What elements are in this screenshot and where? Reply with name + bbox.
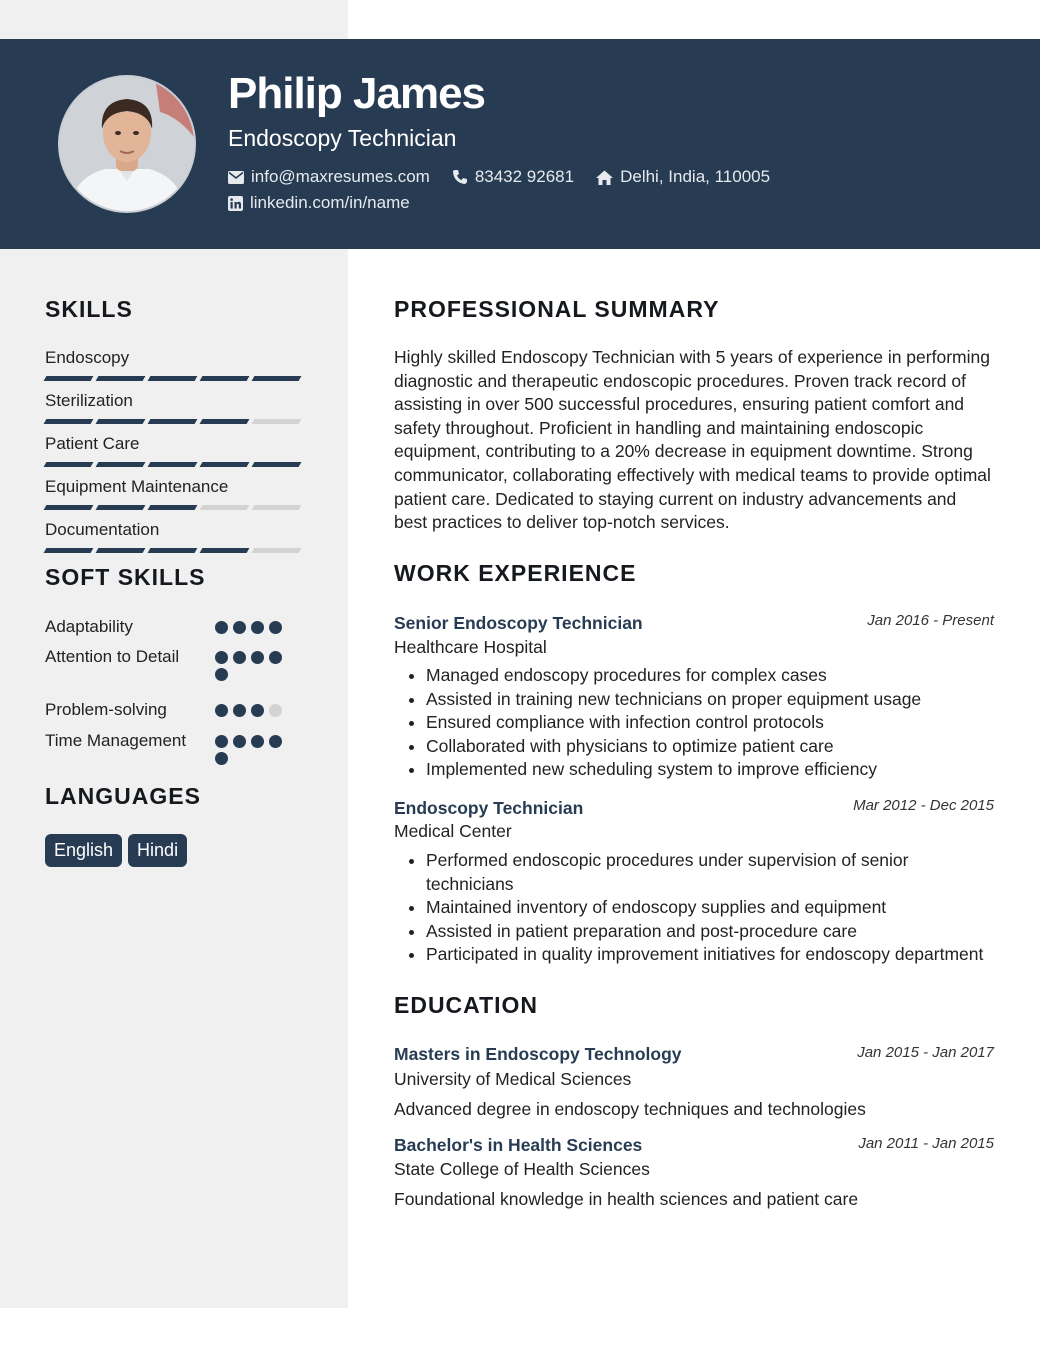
level-segment bbox=[148, 548, 198, 553]
soft-skill-item bbox=[45, 645, 305, 668]
linkedin-contact[interactable] bbox=[228, 193, 410, 213]
soft-skill-label: Time Management bbox=[45, 731, 187, 750]
level-segment bbox=[148, 419, 198, 424]
job-dates: Jan 2016 - Present bbox=[867, 612, 994, 629]
degree-title: Masters in Endoscopy Technology bbox=[394, 1044, 682, 1064]
skill-item bbox=[45, 391, 303, 424]
summary-text: Highly skilled Endoscopy Technician with 5 years of experience in performing diagnostic and therapeutic endoscopic procedures. Proven track record of assisting in over 500 successful procedures, ensuring patient comfort and safety throughout. Proficient in handling and maintaining endoscopic equipment, contributing to a 20% decrease in equipment downtime. Strong communicator, collaborating effectively with medical teams to provide optimal patient care. Dedicated to staying current on industry advancements and best practices to deliver top-notch services. bbox=[394, 347, 991, 533]
phone-contact[interactable] bbox=[452, 167, 574, 187]
level-segment bbox=[252, 419, 302, 424]
job-bullet: • Ensured compliance with infection control protocols bbox=[426, 711, 986, 735]
rating-dot bbox=[269, 735, 282, 748]
languages-list bbox=[45, 834, 187, 867]
soft-skill-label: Problem-solving bbox=[45, 700, 167, 719]
job-bullet: • Maintained inventory of endoscopy supplies and equipment bbox=[426, 896, 986, 920]
skill-label: Documentation bbox=[45, 520, 160, 539]
skill-level-bar bbox=[45, 462, 303, 467]
language-tag: Hindi bbox=[128, 834, 187, 867]
level-segment bbox=[148, 505, 198, 510]
resume-header bbox=[0, 39, 1040, 249]
avatar bbox=[58, 75, 196, 213]
job-title: Senior Endoscopy Technician bbox=[394, 613, 643, 633]
level-segment bbox=[148, 376, 198, 381]
level-segment bbox=[148, 462, 198, 467]
level-segment bbox=[44, 505, 94, 510]
languages-heading: LANGUAGES bbox=[45, 783, 201, 809]
skill-level-bar bbox=[45, 419, 303, 424]
rating-dot bbox=[233, 735, 246, 748]
job-bullet: • Implemented new scheduling system to improve efficiency bbox=[426, 758, 986, 782]
job-title: Endoscopy Technician bbox=[394, 798, 584, 818]
rating-dot bbox=[215, 621, 228, 634]
skill-level-bar bbox=[45, 548, 303, 553]
rating-dot bbox=[215, 668, 228, 681]
rating-dot bbox=[233, 621, 246, 634]
level-segment bbox=[96, 419, 146, 424]
job-bullets bbox=[394, 664, 986, 782]
skill-level-bar bbox=[45, 505, 303, 510]
location-text: Delhi, India, 110005 bbox=[620, 167, 771, 186]
rating-dot bbox=[269, 704, 282, 717]
linkedin-text: linkedin.com/in/name bbox=[250, 193, 410, 212]
job-bullet: • Assisted in patient preparation and post-procedure care bbox=[426, 920, 986, 944]
skill-label: Sterilization bbox=[45, 391, 133, 410]
email-contact[interactable] bbox=[228, 167, 430, 187]
home-icon bbox=[596, 170, 613, 185]
skill-level-bar bbox=[45, 376, 303, 381]
degree-title: Bachelor's in Health Sciences bbox=[394, 1135, 643, 1155]
level-segment bbox=[200, 419, 250, 424]
job-bullet: • Assisted in training new technicians on proper equipment usage bbox=[426, 688, 986, 712]
level-segment bbox=[44, 548, 94, 553]
level-segment bbox=[252, 376, 302, 381]
rating-dot bbox=[215, 704, 228, 717]
level-segment bbox=[44, 419, 94, 424]
profile-photo bbox=[60, 77, 194, 211]
level-segment bbox=[200, 548, 250, 553]
linkedin-row bbox=[228, 193, 432, 213]
employer: Healthcare Hospital bbox=[394, 637, 547, 657]
skills-heading: SKILLS bbox=[45, 296, 133, 322]
rating-dot bbox=[251, 651, 264, 664]
skill-label: Patient Care bbox=[45, 434, 140, 453]
level-segment bbox=[96, 505, 146, 510]
level-segment bbox=[200, 376, 250, 381]
email-text: info@maxresumes.com bbox=[251, 167, 430, 186]
school-name: University of Medical Sciences bbox=[394, 1069, 632, 1089]
level-segment bbox=[252, 462, 302, 467]
education-dates: Jan 2015 - Jan 2017 bbox=[857, 1044, 994, 1061]
rating-dot bbox=[251, 735, 264, 748]
skill-item bbox=[45, 520, 303, 553]
skill-item bbox=[45, 434, 303, 467]
job-bullets bbox=[394, 849, 986, 967]
rating-dot bbox=[269, 651, 282, 664]
rating-dot bbox=[215, 752, 228, 765]
level-segment bbox=[252, 505, 302, 510]
soft-skill-item bbox=[45, 698, 305, 721]
level-segment bbox=[96, 462, 146, 467]
level-segment bbox=[252, 548, 302, 553]
candidate-title: Endoscopy Technician bbox=[228, 125, 457, 151]
phone-text: 83432 92681 bbox=[474, 167, 575, 186]
school-name: State College of Health Sciences bbox=[394, 1159, 650, 1179]
education-dates: Jan 2011 - Jan 2015 bbox=[858, 1135, 994, 1152]
rating-dot bbox=[215, 735, 228, 748]
summary-heading: PROFESSIONAL SUMMARY bbox=[394, 296, 720, 322]
job-bullet: • Managed endoscopy procedures for complex cases bbox=[426, 664, 986, 688]
rating-dot bbox=[233, 704, 246, 717]
level-segment bbox=[200, 462, 250, 467]
rating-dot bbox=[251, 704, 264, 717]
rating-dot bbox=[215, 651, 228, 664]
experience-heading: WORK EXPERIENCE bbox=[394, 560, 637, 586]
job-bullet: • Performed endoscopic procedures under supervision of senior technicians bbox=[426, 849, 986, 896]
job-bullet: • Participated in quality improvement initiatives for endoscopy department bbox=[426, 943, 986, 967]
soft-skill-rating bbox=[215, 735, 287, 765]
soft-skill-label: Attention to Detail bbox=[45, 647, 180, 666]
rating-dot bbox=[233, 651, 246, 664]
level-segment bbox=[44, 376, 94, 381]
skill-item bbox=[45, 348, 303, 381]
job-dates: Mar 2012 - Dec 2015 bbox=[853, 797, 994, 814]
skill-label: Endoscopy bbox=[45, 348, 130, 367]
soft-skill-rating bbox=[215, 704, 287, 717]
envelope-icon bbox=[228, 171, 244, 184]
rating-dot bbox=[251, 621, 264, 634]
level-segment bbox=[96, 548, 146, 553]
rating-dot bbox=[269, 621, 282, 634]
skill-item bbox=[45, 477, 303, 510]
employer: Medical Center bbox=[394, 821, 512, 841]
skill-label: Equipment Maintenance bbox=[45, 477, 229, 496]
soft-skills-heading: SOFT SKILLS bbox=[45, 564, 206, 590]
education-description: Foundational knowledge in health sciences and patient care bbox=[394, 1189, 859, 1209]
candidate-name: Philip James bbox=[228, 69, 486, 118]
soft-skill-item bbox=[45, 615, 305, 638]
language-tag: English bbox=[45, 834, 122, 867]
education-description: Advanced degree in endoscopy techniques and technologies bbox=[394, 1099, 866, 1119]
soft-skill-rating bbox=[215, 621, 287, 634]
education-heading: EDUCATION bbox=[394, 992, 539, 1018]
level-segment bbox=[44, 462, 94, 467]
soft-skill-rating bbox=[215, 651, 287, 681]
soft-skill-item bbox=[45, 729, 305, 752]
level-segment bbox=[96, 376, 146, 381]
contact-row bbox=[228, 167, 792, 187]
location-contact bbox=[596, 167, 770, 187]
linkedin-icon bbox=[228, 196, 243, 211]
level-segment bbox=[200, 505, 250, 510]
phone-icon bbox=[452, 169, 468, 185]
job-bullet: • Collaborated with physicians to optimize patient care bbox=[426, 735, 986, 759]
soft-skill-label: Adaptability bbox=[45, 617, 133, 636]
